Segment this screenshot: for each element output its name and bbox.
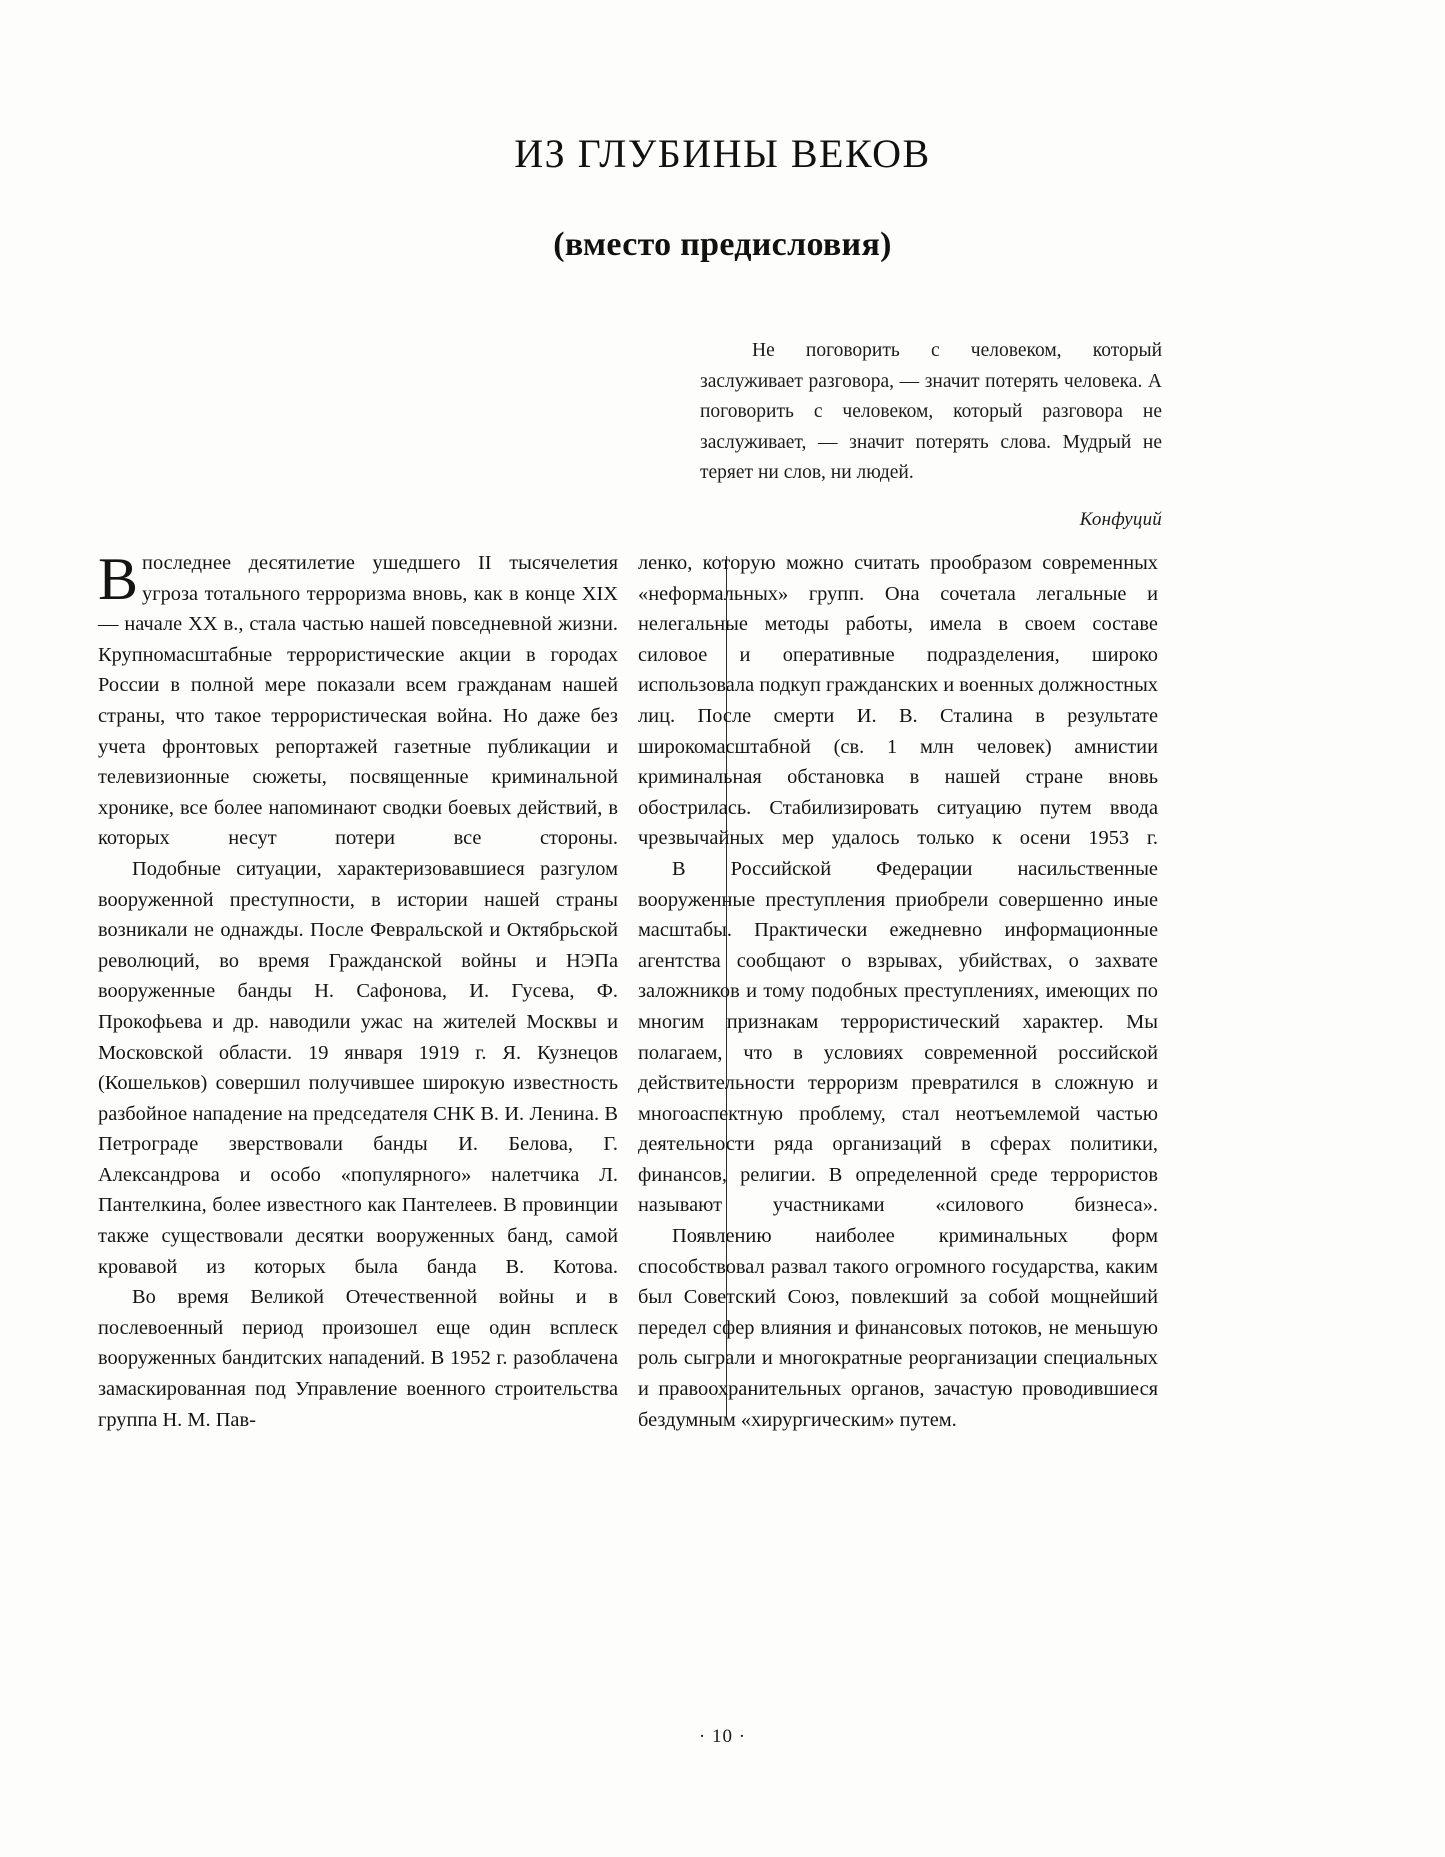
paragraph	[98, 548, 618, 854]
paragraph: В Российской Федерации насильственные вооруженные преступления приобрели совершенно иные масштабы. Практически ежедневно информационные агентства сообщают о взрывах, убийствах, о захвате заложников и тому подобных преступлениях, имеющих по многим признакам террористический характер. Мы полагаем, что в условиях современной российской действительности терроризм превратился в сложную и многоаспектную проблему, стал неотъемлемой частью деятельности ряда организаций в сферах политики, финансов, религии. В определенной среде террористов называют участниками «силового бизнеса».	[638, 857, 1158, 1217]
epigraph-attribution: Конфуций	[1079, 508, 1162, 530]
drop-cap: В	[98, 546, 139, 612]
body-columns	[98, 546, 1348, 1431]
epigraph-text: Не поговорить с человеком, который заслуживает разговора, — значит потерять человека. А поговорить с человеком, который разговора не заслуживает, — значит потерять слова. Мудрый не теряет ни слов, ни людей.	[700, 340, 1162, 483]
paragraph-text: последнее десятилетие ушедшего II тысячелетия угроза тотального терроризма вновь, как в конце XIX — начале XX в., стала частью нашей повседневной жизни. Крупномасштабные террористические акции в городах России в полной мере показали всем гражданам нашей страны, что такое террористическая война. Но даже без учета фронтовых репортажей газетные публикации и телевизионные сюжеты, посвященные криминальной хронике, все более напоминают сводки боевых действий, в которых несут потери все стороны.	[98, 552, 618, 850]
paragraph: Подобные ситуации, характеризовавшиеся разгулом вооруженной преступности, в истории нашей страны возникали не однажды. После Февральской и Октябрьской революций, во время Гражданской войны и НЭПа вооруженные банды Н. Сафонова, И. Гусева, Ф. Прокофьева и др. наводили ужас на жителей Москвы и Московской области. 19 января 1919 г. Я. Кузнецов (Кошельков) совершил получившее широкую известность разбойное нападение на председателя СНК В. И. Ленина. В Петрограде зверствовали банды И. Белова, Г. Александрова и особо «популярного» налетчика Л. Пантелкина, более известного как Пантелеев. В провинции также существовали десятки вооруженных банд, самой кровавой из которых была банда В. Котова.	[98, 857, 618, 1278]
paragraph: Во время Великой Отечественной войны и в послевоенный период произошел еще один всплеск вооруженных бандитских нападений. В 1952 г. разоблачена замаскированная под Управление военного строительства группа Н. М. Пав-	[98, 1286, 618, 1431]
right-column	[638, 548, 1158, 1435]
epigraph-block	[700, 336, 1162, 535]
page-heading	[0, 132, 1445, 264]
page-title: ИЗ ГЛУБИНЫ ВЕКОВ	[514, 131, 931, 176]
page-number: · 10 ·	[698, 1726, 747, 1747]
paragraph: Появлению наиболее криминальных форм способствовал развал такого огромного государства, каким был Советский Союз, повлекший за собой мощнейший передел сфер влияния и финансовых потоков, не меньшую роль сыграли и многократные реорганизации специальных и правоохранительных органов, зачастую проводившиеся бездумным «хирургическим» путем.	[638, 1225, 1158, 1431]
page-subtitle: (вместо предисловия)	[553, 226, 892, 263]
paragraph: ленко, которую можно считать прообразом современных «неформальных» групп. Она сочетала легальные и нелегальные методы работы, имела в своем составе силовое и оперативные подразделения, широко использовала подкуп гражданских и военных должностных лиц. После смерти И. В. Сталина в результате широкомасштабной (св. 1 млн человек) амнистии криминальная обстановка в нашей стране вновь обострилась. Стабилизировать ситуацию путем ввода чрезвычайных мер удалось только к осени 1953 г.	[638, 552, 1158, 850]
left-column	[98, 548, 618, 1435]
